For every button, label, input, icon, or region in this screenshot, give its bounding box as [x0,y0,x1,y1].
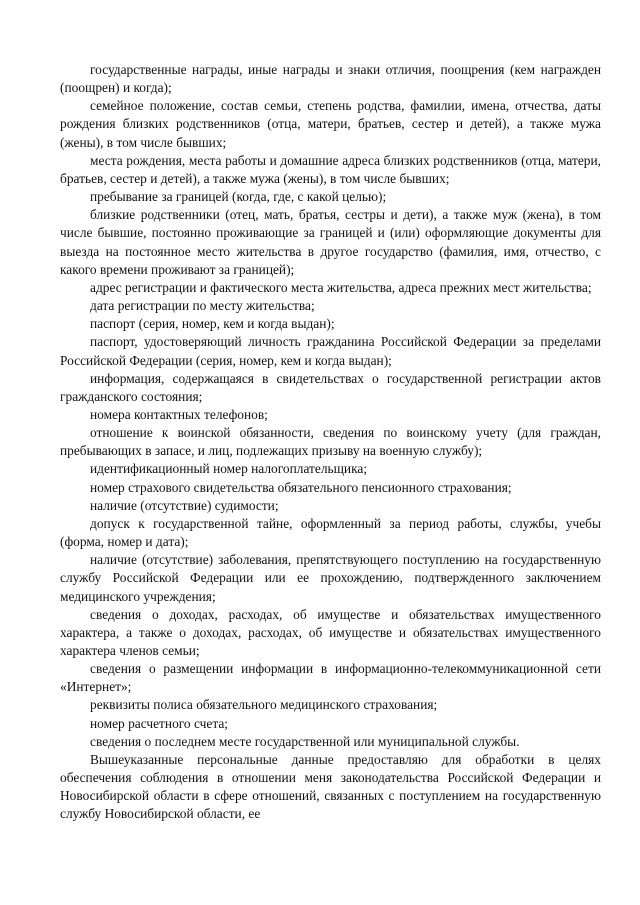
paragraph-phones: номера контактных телефонов; [90,406,268,422]
paragraph-income: сведения о доходах, расходах, об имуществе и обязательствах имущественного характера, а также о доходах, расходах, об имуществе и обязательствах имущественного характера членов семьи; [60,606,601,658]
paragraph-family-status: семейное положение, состав семьи, степень родства, фамилии, имена, отчества, даты рождения близких родственников (отца, матери, братьев, сестер и детей), а также мужа (жены), в том числе бывших; [60,98,601,150]
paragraph-relatives-abroad: близкие родственники (отец, мать, братья, сестры и дети), а также муж (жена), в том числе бывшие, постоянно проживающие за границей и (или) оформляющие документы для выезда на постоянное место жительства в другое государство (фамилия, имя, отчество, с какого времени проживают за границей); [60,207,601,277]
paragraph-civil-records: информация, содержащаяся в свидетельствах о государственной регистрации актов гражданского состояния; [60,370,601,404]
paragraph-registration-date: дата регистрации по месту жительства; [90,298,315,314]
paragraph-internet: сведения о размещении информации в информационно-телекоммуникационной сети «Интернет»; [60,661,601,695]
paragraph-consent: Вышеуказанные персональные данные предоставляю для обработки в целях обеспечения соблюдения в отношении меня законодательства Российской Федерации и Новосибирской области в сфере отношений, связанных с поступлением на государственную службу Новосибирской области, ее [60,751,601,822]
paragraph-disease: наличие (отсутствие) заболевания, препятствующего поступлению на государственную службу Российской Федерации или ее прохождению, подтвержденного заключением медицинского учреждения; [60,552,601,604]
paragraph-stay-abroad: пребывание за границей (когда, где, с какой целью); [90,189,387,205]
document-page [60,61,601,824]
paragraph-pension-insurance: номер страхового свидетельства обязательного пенсионного страхования; [90,479,512,495]
paragraph-relatives-places: места рождения, места работы и домашние адреса близких родственников (отца, матери, братьев, сестер и детей), а также мужа (жены), в том числе бывших; [60,152,601,186]
paragraph-military: отношение к воинской обязанности, сведения по воинскому учету (для граждан, пребывающих в запасе, и лиц, подлежащих призыву на военную службу); [60,425,601,459]
paragraph-inn: идентификационный номер налогоплательщика; [90,461,368,477]
paragraph-medical-insurance: реквизиты полиса обязательного медицинского страхования; [90,697,438,713]
paragraph-last-service: сведения о последнем месте государственной или муниципальной службы. [90,733,520,749]
paragraph-address: адрес регистрации и фактического места жительства, адреса прежних мест жительства; [90,279,592,295]
paragraph-foreign-passport: паспорт, удостоверяющий личность гражданина Российской Федерации за пределами Российской Федерации (серия, номер, кем и когда выдан); [60,334,601,368]
paragraph-state-secret: допуск к государственной тайне, оформленный за период работы, службы, учебы (форма, номер и дата); [60,515,601,550]
paragraph-passport: паспорт (серия, номер, кем и когда выдан); [90,316,335,332]
paragraph-bank-account: номер расчетного счета; [90,715,229,731]
paragraph-awards: государственные награды, иные награды и знаки отличия, поощрения (кем награжден (поощрен) и когда); [60,62,601,96]
paragraph-criminal-record: наличие (отсутствие) судимости; [90,497,279,513]
